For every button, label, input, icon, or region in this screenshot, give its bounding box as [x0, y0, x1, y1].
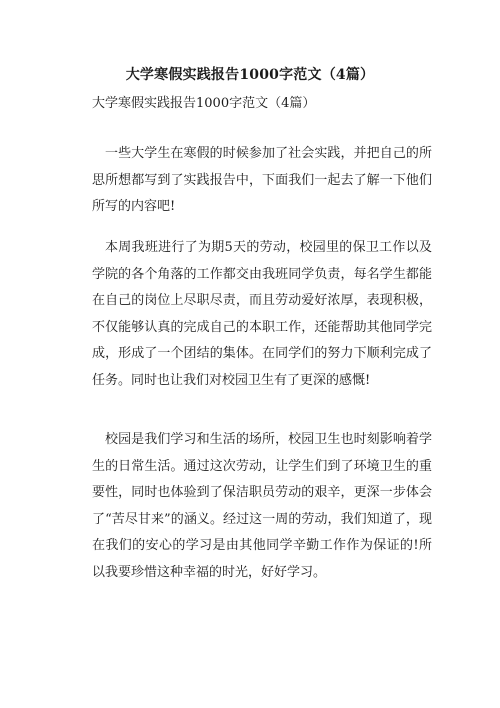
paragraph-campus-reflection: 校园是我们学习和生活的场所，校园卫生也时刻影响着学生的日常生活。通过这次劳动，让学生们到了环境卫生的重要性，同时也体验到了保洁职员劳动的艰辛，更深一步体会了“苦尽甘来”的涵义。经过这一周的劳动，我们知道了，现在我们的安心的学习是由其他同学辛勤工作作为保证的!所以我要珍惜这种幸福的时光，好好学习。 — [92, 432, 432, 580]
document-subtitle: 大学寒假实践报告1000字范文（4篇） — [92, 96, 316, 111]
paragraph-labor-week: 本周我班进行了为期5天的劳动，校园里的保卫工作以及学院的各个角落的工作都交由我班同学负责，每名学生都能在自己的岗位上尽职尽责，而且劳动爱好浓厚，表现积极，不仅能够认真的完成自己的本职工作，还能帮助其他同学完成，形成了一个团结的集体。在同学们的努力下顺利完成了任务。同时也让我们对校园卫生有了更深的感慨! — [92, 240, 432, 388]
document-title: 大学寒假实践报告1000字范文（4篇） — [125, 67, 375, 83]
paragraph-intro: 一些大学生在寒假的时候参加了社会实践，并把自己的所思所想都写到了实践报告中，下面我们一起去了解一下他们所写的内容吧! — [92, 146, 432, 214]
